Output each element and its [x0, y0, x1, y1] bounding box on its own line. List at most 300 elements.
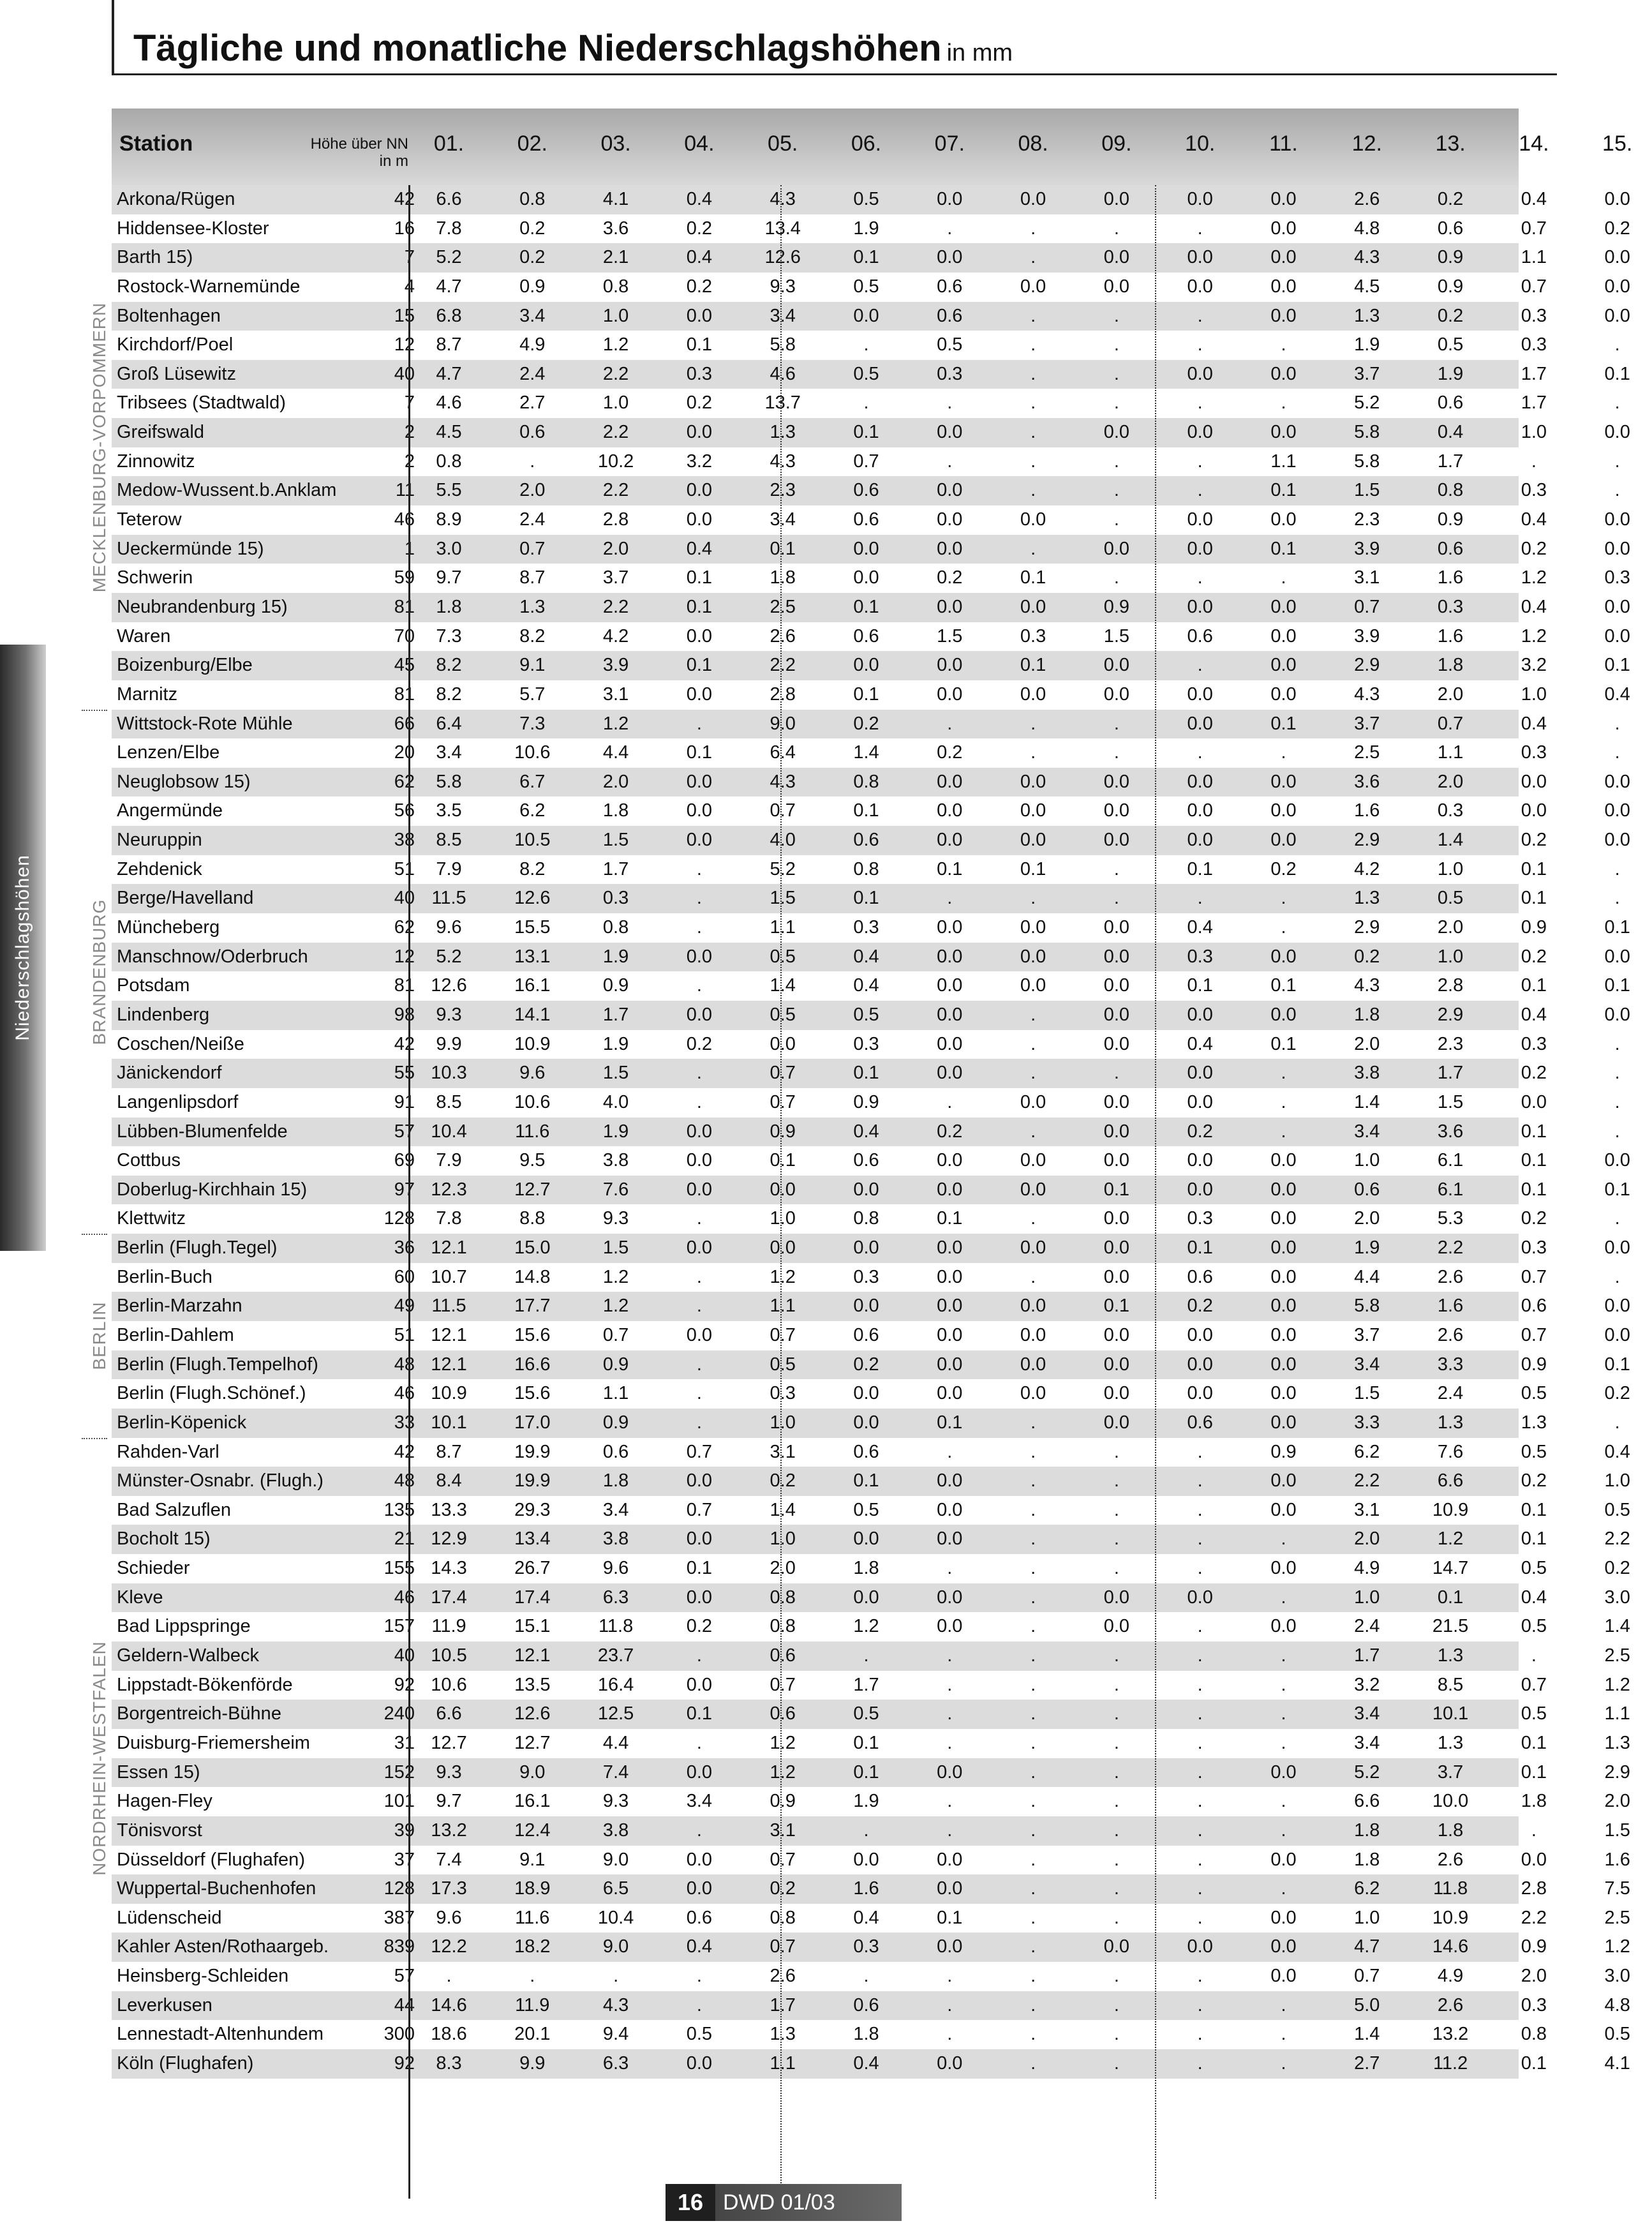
precip-cell: 0.1: [1604, 917, 1630, 938]
precip-cell: 3.1: [1354, 1499, 1380, 1520]
precip-cell: 0.8: [436, 451, 462, 472]
precip-cell: .: [1281, 1878, 1286, 1899]
table-row: [112, 1438, 1630, 1467]
precip-cell: 0.0: [937, 2053, 963, 2074]
precip-cell: 0.1: [686, 334, 713, 355]
precip-cell: 0.0: [1103, 917, 1130, 938]
table-row: [112, 738, 1620, 768]
precip-cell: 0.0: [1020, 276, 1046, 297]
precip-cell: 9.7: [436, 567, 462, 588]
precip-cell: 0.0: [1270, 946, 1297, 967]
precip-cell: 0.2: [1187, 1296, 1213, 1317]
precip-cell: 0.0: [1187, 771, 1213, 792]
table-row: [112, 768, 1630, 797]
precip-cell: 4.2: [1354, 858, 1380, 879]
header-day-15: 15.: [1602, 131, 1633, 156]
precip-cell: 0.0: [686, 1878, 713, 1899]
precip-cell: .: [947, 888, 953, 909]
precip-cell: 2.6: [770, 625, 796, 647]
precip-cell: 17.0: [514, 1412, 551, 1433]
precip-cell: 1.5: [1437, 1091, 1464, 1112]
precip-cell: .: [1031, 1849, 1036, 1870]
precip-cell: 18.6: [431, 2024, 467, 2045]
precip-cell: 0.0: [1187, 1383, 1213, 1404]
precip-cell: 0.0: [1020, 509, 1046, 530]
precip-cell: 9.7: [436, 1791, 462, 1812]
precip-cell: 0.0: [1270, 305, 1297, 326]
precip-cell: 0.0: [1270, 276, 1297, 297]
header-day-9: 09.: [1101, 131, 1132, 156]
precip-cell: 0.0: [937, 1266, 963, 1287]
precip-cell: 4.3: [770, 451, 796, 472]
precip-cell: 9.3: [602, 1791, 629, 1812]
precip-cell: 14.7: [1432, 1558, 1469, 1579]
precip-cell: 1.3: [1354, 888, 1380, 909]
header-station: Station: [119, 131, 193, 156]
precip-cell: 0.0: [686, 509, 713, 530]
table-row: [112, 447, 1620, 477]
precip-cell: 6.5: [602, 1878, 629, 1899]
precip-cell: .: [1113, 1558, 1119, 1579]
precip-cell: 0.1: [686, 742, 713, 763]
precip-cell: 1.4: [1354, 2024, 1380, 2045]
precip-cell: 0.0: [853, 1587, 879, 1608]
table-row: [112, 535, 1630, 564]
station-name: Groß Lüsewitz: [117, 363, 236, 384]
precip-cell: 0.0: [686, 1150, 713, 1171]
precip-cell: 17.7: [514, 1296, 551, 1317]
precip-cell: 0.0: [1604, 1324, 1630, 1345]
precip-cell: 1.3: [770, 422, 796, 443]
precip-cell: .: [863, 1645, 869, 1666]
precip-cell: 0.1: [1270, 975, 1297, 996]
precip-cell: 0.0: [853, 1529, 879, 1550]
precip-cell: 2.5: [1604, 1645, 1630, 1666]
region-label-text: NORDRHEIN-WESTFALEN: [89, 1641, 109, 1876]
precip-cell: .: [696, 917, 702, 938]
precip-cell: 10.3: [431, 1063, 467, 1084]
header-day-3: 03.: [600, 131, 631, 156]
precip-cell: .: [696, 1645, 702, 1666]
precip-cell: .: [696, 1063, 702, 1084]
precip-cell: 0.7: [1437, 713, 1464, 734]
precip-cell: .: [613, 1966, 619, 1987]
table-row: [112, 855, 1620, 885]
precip-cell: 0.0: [1270, 1150, 1297, 1171]
precip-cell: .: [947, 1994, 953, 2015]
station-elevation: 31: [394, 1732, 415, 1753]
precip-cell: .: [696, 1091, 702, 1112]
precip-cell: .: [1197, 1820, 1203, 1841]
precip-cell: 12.9: [431, 1529, 467, 1550]
precip-cell: 0.0: [1604, 771, 1630, 792]
station-elevation: 240: [383, 1703, 415, 1724]
station-elevation: 21: [394, 1529, 415, 1550]
precip-cell: 1.8: [1354, 1849, 1380, 1870]
precip-cell: 0.4: [1521, 189, 1547, 209]
precip-cell: 0.0: [1020, 1383, 1046, 1404]
precip-cell: 0.0: [686, 2053, 713, 2074]
station-name: Barth 15): [117, 247, 193, 268]
precip-cell: 0.4: [853, 946, 879, 967]
precip-cell: .: [1197, 1907, 1203, 1928]
precip-cell: 0.0: [937, 1324, 963, 1345]
precip-cell: 0.6: [1187, 1266, 1213, 1287]
station-name: Jänickendorf: [117, 1063, 222, 1084]
precip-cell: 0.0: [1020, 1324, 1046, 1345]
precip-cell: 2.8: [602, 509, 629, 530]
precip-cell: 1.3: [770, 2024, 796, 2045]
precip-cell: .: [1031, 1412, 1036, 1433]
precip-cell: 0.7: [770, 1091, 796, 1112]
precip-cell: 13.7: [764, 393, 801, 414]
station-elevation: 2: [404, 451, 415, 472]
precip-cell: 3.7: [1437, 1761, 1464, 1783]
precip-cell: .: [947, 1791, 953, 1812]
precip-cell: .: [1031, 713, 1036, 734]
precip-cell: 1.0: [1521, 422, 1547, 443]
table-row: [112, 476, 1620, 505]
table-row: [112, 971, 1630, 1001]
precip-cell: 1.0: [602, 393, 629, 414]
station-name: Waren: [117, 625, 171, 647]
precip-cell: 0.2: [770, 1878, 796, 1899]
precip-cell: 2.0: [1354, 1208, 1380, 1229]
station-name: Zinnowitz: [117, 451, 195, 472]
precip-cell: 1.7: [1521, 363, 1547, 384]
precip-cell: 0.0: [1270, 596, 1297, 617]
precip-cell: 2.2: [770, 655, 796, 676]
precip-cell: .: [1113, 509, 1119, 530]
precip-cell: 0.0: [1604, 538, 1630, 559]
precip-cell: 0.9: [853, 1091, 879, 1112]
precip-cell: 0.5: [1437, 888, 1464, 909]
precip-cell: 0.0: [1270, 247, 1297, 268]
precip-cell: 0.3: [1521, 1994, 1547, 2015]
precip-cell: 12.1: [431, 1237, 467, 1259]
header-day-13: 13.: [1435, 131, 1466, 156]
page-footer: [666, 2184, 902, 2221]
precip-cell: .: [1281, 1063, 1286, 1084]
station-name: Berlin-Köpenick: [117, 1412, 247, 1433]
precip-cell: 13.1: [514, 946, 551, 967]
precip-cell: 0.3: [853, 1936, 879, 1957]
precip-cell: 7.3: [519, 713, 546, 734]
precip-cell: 0.3: [1521, 742, 1547, 763]
precip-cell: 0.9: [602, 1354, 629, 1375]
precip-cell: 0.5: [853, 1499, 879, 1520]
station-name: Berlin-Dahlem: [117, 1324, 234, 1345]
precip-cell: 0.0: [1103, 422, 1130, 443]
precip-cell: 0.5: [1604, 2024, 1630, 2045]
precip-cell: 6.8: [436, 305, 462, 326]
precip-cell: 1.1: [1521, 247, 1547, 268]
precip-cell: 19.9: [514, 1441, 551, 1462]
precip-cell: 0.0: [853, 1412, 879, 1433]
precip-cell: 1.9: [1354, 1237, 1380, 1259]
precip-cell: .: [1197, 655, 1203, 676]
precip-cell: .: [947, 1441, 953, 1462]
precip-cell: 1.9: [602, 946, 629, 967]
precip-cell: 0.4: [686, 1936, 713, 1957]
precip-cell: 4.9: [1437, 1966, 1464, 1987]
precip-cell: 0.0: [1103, 1121, 1130, 1142]
precip-cell: .: [1113, 393, 1119, 414]
precip-cell: .: [947, 1732, 953, 1753]
precip-cell: 0.9: [1270, 1441, 1297, 1462]
precip-cell: 0.9: [602, 975, 629, 996]
precip-cell: 0.0: [1604, 625, 1630, 647]
precip-cell: 0.0: [937, 480, 963, 501]
station-name: Tribsees (Stadtwald): [117, 393, 286, 414]
table-row: [112, 1030, 1620, 1059]
precip-cell: 2.8: [1521, 1878, 1547, 1899]
precip-cell: 0.0: [1187, 422, 1213, 443]
precip-cell: 0.6: [853, 509, 879, 530]
precip-cell: 0.5: [1437, 334, 1464, 355]
precip-cell: 2.2: [602, 363, 629, 384]
precip-cell: 2.0: [1521, 1966, 1547, 1987]
precip-cell: 13.4: [764, 218, 801, 239]
precip-cell: 0.0: [686, 1674, 713, 1695]
precip-cell: 0.1: [1604, 363, 1630, 384]
precip-cell: 0.2: [1187, 1121, 1213, 1142]
page-title-main: Tägliche und monatliche Niederschlagshöhen: [133, 27, 942, 69]
station-elevation: 97: [394, 1179, 415, 1200]
precip-cell: 0.8: [1437, 480, 1464, 501]
precip-cell: 0.0: [1270, 1849, 1297, 1870]
precipitation-table: [112, 108, 1633, 2079]
precip-cell: .: [1197, 888, 1203, 909]
station-elevation: 2: [404, 422, 415, 443]
precip-cell: 0.0: [1187, 713, 1213, 734]
precip-cell: 0.1: [686, 1558, 713, 1579]
precip-cell: 13.3: [431, 1499, 467, 1520]
station-elevation: 69: [394, 1150, 415, 1171]
precip-cell: .: [1197, 393, 1203, 414]
station-name: Potsdam: [117, 975, 190, 996]
precip-cell: 1.0: [1437, 858, 1464, 879]
precip-cell: 7.9: [436, 858, 462, 879]
precip-cell: 0.0: [1187, 247, 1213, 268]
table-row: [112, 505, 1630, 535]
precip-cell: 0.1: [937, 1412, 963, 1433]
precip-cell: 0.0: [1604, 189, 1630, 209]
precip-cell: .: [1197, 1441, 1203, 1462]
precip-cell: 0.0: [853, 655, 879, 676]
precip-cell: 9.6: [602, 1558, 629, 1579]
table-row: [112, 884, 1620, 913]
station-elevation: 46: [394, 1587, 415, 1608]
precip-cell: .: [696, 1412, 702, 1433]
station-elevation: 4: [404, 276, 415, 297]
precip-cell: 7.3: [436, 625, 462, 647]
precip-cell: 5.8: [770, 334, 796, 355]
precip-cell: 2.6: [1437, 1266, 1464, 1287]
precip-cell: 0.0: [1270, 1558, 1297, 1579]
precip-cell: 0.6: [686, 1907, 713, 1928]
precip-cell: .: [1031, 1616, 1036, 1637]
precip-cell: .: [947, 1674, 953, 1695]
precip-cell: 0.0: [686, 305, 713, 326]
precip-cell: 21.5: [1432, 1616, 1469, 1637]
precip-cell: .: [1531, 1645, 1537, 1666]
precip-cell: 0.0: [1270, 189, 1297, 209]
station-name: Kahler Asten/Rothaargeb.: [117, 1936, 329, 1957]
precip-cell: 0.0: [1270, 1907, 1297, 1928]
table-row: [112, 1816, 1630, 1846]
precip-cell: 0.0: [1187, 1587, 1213, 1608]
precip-cell: 8.5: [436, 1091, 462, 1112]
precip-cell: 6.4: [770, 742, 796, 763]
station-elevation: 40: [394, 1645, 415, 1666]
precip-cell: 6.1: [1437, 1179, 1464, 1200]
precip-cell: .: [1113, 480, 1119, 501]
table-row: [112, 302, 1630, 331]
precip-cell: 2.2: [1521, 1907, 1547, 1928]
precip-cell: .: [1031, 1441, 1036, 1462]
precip-cell: 0.2: [1354, 946, 1380, 967]
precip-cell: 0.0: [686, 1529, 713, 1550]
precip-cell: 0.7: [853, 451, 879, 472]
precip-cell: 3.4: [602, 1499, 629, 1520]
precip-cell: 4.3: [602, 1994, 629, 2015]
precip-cell: 1.2: [602, 1266, 629, 1287]
precip-cell: 0.0: [1521, 1091, 1547, 1112]
precip-cell: 0.0: [1187, 509, 1213, 530]
precip-cell: 7.5: [1604, 1878, 1630, 1899]
precip-cell: 2.6: [1354, 189, 1380, 209]
station-name: Berlin (Flugh.Tempelhof): [117, 1354, 318, 1375]
precip-cell: 1.6: [1437, 625, 1464, 647]
precip-cell: 1.5: [937, 625, 963, 647]
station-name: Doberlug-Kirchhain 15): [117, 1179, 308, 1200]
table-row: [112, 185, 1630, 214]
precip-cell: 0.0: [1103, 1354, 1130, 1375]
station-name: Berge/Havelland: [117, 888, 254, 909]
page-title-unit: in mm: [946, 40, 1013, 66]
precip-cell: .: [696, 888, 702, 909]
precip-cell: 12.3: [431, 1179, 467, 1200]
precip-cell: .: [696, 1966, 702, 1987]
table-row: [112, 1292, 1630, 1321]
precip-cell: 0.9: [1521, 1354, 1547, 1375]
precip-cell: .: [1281, 1091, 1286, 1112]
precip-cell: 5.8: [1354, 451, 1380, 472]
precip-cell: 1.2: [602, 334, 629, 355]
precip-cell: .: [530, 451, 535, 472]
precip-cell: 0.0: [686, 1324, 713, 1345]
station-elevation: 38: [394, 830, 415, 851]
precip-cell: 0.1: [1521, 1150, 1547, 1171]
precip-cell: 5.7: [519, 684, 546, 705]
precip-cell: 0.9: [1521, 917, 1547, 938]
precip-cell: 1.2: [1521, 625, 1547, 647]
precip-cell: 0.2: [1521, 946, 1547, 967]
precip-cell: 4.7: [436, 276, 462, 297]
precip-cell: 0.1: [686, 596, 713, 617]
station-name: Hagen-Fley: [117, 1791, 212, 1812]
precip-cell: 13.2: [431, 1820, 467, 1841]
precip-cell: 1.6: [1437, 1296, 1464, 1317]
precip-cell: 11.9: [431, 1616, 466, 1637]
precip-cell: 1.7: [853, 1674, 879, 1695]
precip-cell: .: [1197, 1761, 1203, 1783]
precip-cell: .: [696, 1266, 702, 1287]
precip-cell: 12.1: [514, 1645, 551, 1666]
precip-cell: .: [1031, 422, 1036, 443]
precip-cell: 0.7: [770, 1674, 796, 1695]
precip-cell: 0.1: [770, 1150, 796, 1171]
precip-cell: 8.2: [436, 684, 462, 705]
precip-cell: 3.7: [1354, 713, 1380, 734]
precip-cell: 0.0: [937, 946, 963, 967]
precip-cell: 0.2: [937, 742, 963, 763]
precip-cell: 9.0: [602, 1936, 629, 1957]
precip-cell: 1.5: [602, 1237, 629, 1259]
precip-cell: 0.1: [1103, 1296, 1130, 1317]
precip-cell: 0.0: [1020, 771, 1046, 792]
precip-cell: 0.0: [1270, 509, 1297, 530]
precip-cell: 4.3: [770, 771, 796, 792]
precip-cell: 0.8: [602, 917, 629, 938]
header-elevation: [278, 135, 408, 170]
precip-cell: .: [1113, 1732, 1119, 1753]
precip-cell: 2.6: [1437, 1849, 1464, 1870]
precip-cell: 0.1: [1270, 713, 1297, 734]
station-name: Manschnow/Oderbruch: [117, 946, 308, 967]
precip-cell: 0.9: [602, 1412, 629, 1433]
precip-cell: 0.0: [937, 1587, 963, 1608]
precip-cell: .: [1031, 888, 1036, 909]
station-elevation: 81: [394, 684, 415, 705]
table-row: [112, 2020, 1630, 2049]
table-row: [112, 826, 1630, 855]
precip-cell: .: [1197, 2053, 1203, 2074]
precip-cell: .: [1031, 305, 1036, 326]
precip-cell: .: [1031, 393, 1036, 414]
precip-cell: .: [696, 1994, 702, 2015]
station-elevation: 59: [394, 567, 415, 588]
precip-cell: 0.1: [937, 858, 963, 879]
precip-cell: 4.4: [602, 742, 629, 763]
precip-cell: .: [947, 393, 953, 414]
precip-cell: 0.7: [686, 1441, 713, 1462]
precip-cell: 0.0: [1103, 946, 1130, 967]
precip-cell: .: [696, 858, 702, 879]
precip-cell: .: [1197, 1529, 1203, 1550]
table-row: [112, 1612, 1630, 1641]
precip-cell: .: [1614, 334, 1620, 355]
precip-cell: 2.8: [1437, 975, 1464, 996]
precip-cell: 9.9: [519, 2053, 546, 2074]
precip-cell: 0.4: [686, 247, 713, 268]
table-row: [112, 1409, 1620, 1438]
precip-cell: 2.3: [1354, 509, 1380, 530]
precip-cell: 12.1: [431, 1324, 467, 1345]
precip-cell: .: [1031, 1266, 1036, 1287]
precip-cell: .: [1113, 1645, 1119, 1666]
precip-cell: 0.6: [853, 1441, 879, 1462]
precip-cell: .: [1197, 567, 1203, 588]
side-tab-label: Niederschlagshöhen: [12, 855, 33, 1041]
precip-cell: 9.3: [436, 1761, 462, 1783]
precip-cell: .: [1281, 1703, 1286, 1724]
station-name: Kleve: [117, 1587, 163, 1608]
precip-cell: 7.8: [436, 218, 462, 239]
precip-cell: .: [1113, 1966, 1119, 1987]
precip-cell: 1.0: [602, 305, 629, 326]
